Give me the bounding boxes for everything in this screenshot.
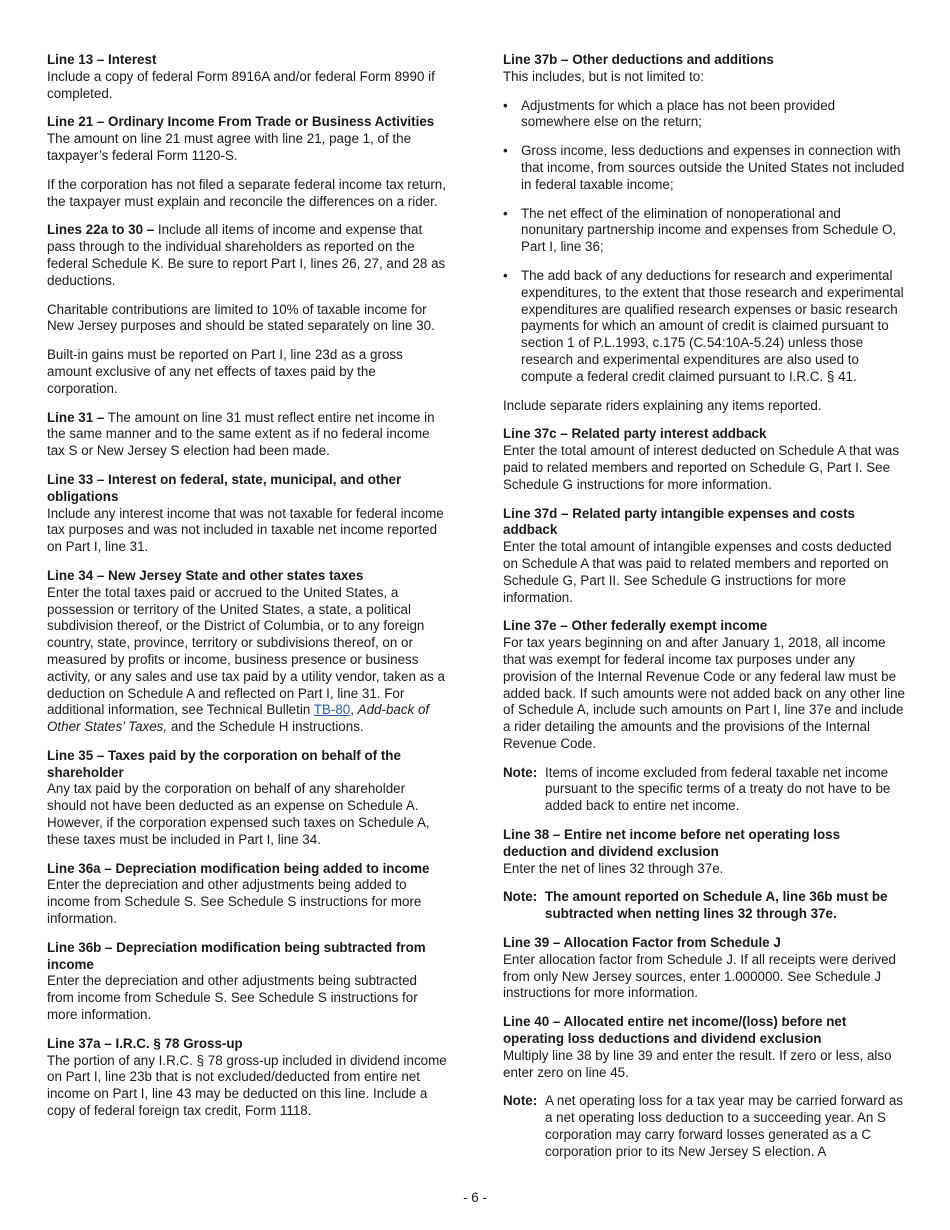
line37a-section	[47, 1036, 447, 1120]
line34-italic-title: Add-back of Other States’ Taxes,	[47, 702, 430, 735]
line37a-heading: Line 37a – I.R.C. § 78 Gross-up	[47, 1035, 243, 1051]
line35-text: Any tax paid by the corporation on behalf of any shareholder should not have been deducted as an expense on Schedule A. However, if the corporation expensed such taxes on Schedule A, these taxes must be included in Part I, line 34.	[47, 781, 430, 847]
note-text: A net operating loss for a tax year may be carried forward as a net operating loss deduction to a succeeding year. An S corporation may carry forward losses generated as a C corporation prior to its New Jersey S election. A	[545, 1093, 904, 1159]
line37b-text: This includes, but is not limited to:	[503, 68, 704, 84]
left-column	[47, 52, 447, 1132]
list-item: • The add back of any deductions for research and experimental expenditures, to the extent that those research and experimental expenditures are qualified research expenses or basic research payments for which an amount of credit is claimed pursuant to section 1 of P.L.1993, c.175 (C.54:10A-5.24) unless those research and experimental expenditures are also used to compute a federal credit claimed pursuant to I.R.C. § 41.	[503, 268, 905, 386]
line40-note	[503, 1093, 905, 1160]
line40-heading: Line 40 – Allocated entire net income/(loss) before net operating loss deductions and dividend exclusion	[503, 1014, 847, 1047]
line39-section	[503, 935, 905, 1002]
line37c-text: Enter the total amount of interest deducted on Schedule A that was paid to related members and reported on Schedule G, Part I. See Schedule G instructions for more information.	[503, 443, 900, 492]
tb80-link[interactable]: TB-80	[313, 702, 351, 718]
line22-paragraph	[47, 222, 447, 289]
note-label: Note:	[503, 889, 538, 905]
line39-text: Enter allocation factor from Schedule J. If all receipts were derived from only New Jersey sources, enter 1.000000. See Schedule J instructions for more information.	[503, 951, 896, 1001]
line22-section	[47, 222, 447, 397]
line35-heading: Line 35 – Taxes paid by the corporation on behalf of the shareholder	[47, 747, 401, 780]
line38-note	[503, 889, 905, 923]
list-item: • The net effect of the elimination of nonoperational and nonunitary partnership income and expenses from Schedule O, Part I, line 36;	[503, 206, 905, 256]
line21-text: The amount on line 21 must agree with line 21, page 1, of the taxpayer’s federal Form 1120-S.	[47, 131, 412, 163]
line38-section	[503, 827, 905, 923]
line36a-text: Enter the depreciation and other adjustments being added to income from Schedule S. See Schedule S instructions for more information.	[47, 877, 422, 927]
note-label: Note:	[503, 764, 538, 780]
line22-text-2: Charitable contributions are limited to 10% of taxable income for New Jersey purposes and should be stated separately on line 30.	[47, 301, 435, 334]
line37d-text: Enter the total amount of intangible expenses and costs deducted on Schedule A that was paid to related members and reported on Schedule G, Part II. See Schedule G instructions for more information.	[503, 539, 892, 605]
line34-section: Line 34 – New Jersey State and other states taxes Enter the total taxes paid or accrued to the United States, a possession or territory of the United States, a state, a political subdivision thereof, or the District of Columbia, or to any foreign country, state, province, territory or subdivisions thereof, on or measured by profits or income, business presence or business activity, or any sales and use tax paid by a utility vendor, taken as a deduction on Schedule A and reflected on Part I, line 31. For additional information, see Technical Bulletin TB-80, Add-back of Other States’ Taxes, and the Schedule H instructions.	[47, 568, 447, 736]
line34-text: Enter the total taxes paid or accrued to the United States, a possession or territory of the United States, a state, a political subdivision thereof, or the District of Columbia, or to any foreign country, state, province, territory or subdivisions thereof, on or measured by profits or income, business presence or business activity, or any sales and use tax paid by a utility vendor, taken as a deduction on Schedule A and reflected on Part I, line 31. For additional information, see Technical Bulletin	[47, 584, 445, 718]
line33-section	[47, 472, 447, 556]
right-column	[503, 52, 905, 1173]
line13-heading: Line 13 – Interest	[47, 52, 157, 67]
line37b-after-text: Include separate riders explaining any items reported.	[503, 397, 822, 413]
line21-text-2: If the corporation has not filed a separate federal income tax return, the taxpayer must explain and reconcile the differences on a rider.	[47, 176, 446, 209]
line37c-section	[503, 426, 905, 493]
line22-lead: Lines 22a to 30 –	[47, 222, 155, 238]
line36b-heading: Line 36b – Depreciation modification being subtracted from income	[47, 939, 426, 972]
line37e-section	[503, 618, 905, 815]
line39-heading: Line 39 – Allocation Factor from Schedule J	[503, 935, 781, 951]
line31-text: The amount on line 31 must reflect entire net income in the same manner and to the same extent as if no federal income tax S or New Jersey S election had been made.	[47, 409, 435, 459]
line35-section	[47, 748, 447, 849]
line37d-section	[503, 506, 905, 607]
list-item: • Adjustments for which a place has not been provided somewhere else on the return;	[503, 98, 905, 132]
line36a-section	[47, 861, 447, 928]
line36a-heading: Line 36a – Depreciation modification being added to income	[47, 860, 430, 876]
note-text: Items of income excluded from federal taxable net income pursuant to the specific terms of a treaty do not have to be added back to entire net income.	[545, 764, 891, 814]
line13-section	[47, 52, 447, 102]
line34-tail: and the Schedule H instructions.	[170, 719, 364, 735]
line37c-heading: Line 37c – Related party interest addback	[503, 426, 767, 442]
line22-text-3: Built-in gains must be reported on Part I, line 23d as a gross amount exclusive of any net effects of taxes paid by the corporation.	[47, 347, 403, 396]
line38-text: Enter the net of lines 32 through 37e.	[503, 860, 724, 876]
line22-text: Include all items of income and expense that pass through to the individual shareholders as reported on the federal Schedule K. Be sure to report Part I, lines 26, 27, and 28 as deductions.	[47, 222, 446, 288]
line36b-section	[47, 940, 447, 1024]
line21-heading: Line 21 – Ordinary Income From Trade or Business Activities	[47, 114, 435, 130]
line36b-text: Enter the depreciation and other adjustments being subtracted from income from Schedule S. See Schedule S instructions for more information.	[47, 973, 418, 1023]
line21-section	[47, 114, 447, 210]
page-number: - 6 -	[463, 1190, 487, 1205]
line34-heading: Line 34 – New Jersey State and other states taxes	[47, 567, 364, 583]
line33-text: Include any interest income that was not taxable for federal income tax purposes and was not included in taxable net income reported on Part I, line 31.	[47, 505, 444, 555]
line13-text: Include a copy of federal Form 8916A and/or federal Form 8990 if completed.	[47, 68, 435, 101]
line40-section	[503, 1014, 905, 1160]
line38-heading: Line 38 – Entire net income before net operating loss deduction and dividend exclusion	[503, 827, 841, 859]
line37e-heading: Line 37e – Other federally exempt income	[503, 618, 768, 634]
line40-text: Multiply line 38 by line 39 and enter the result. If zero or less, also enter zero on line 45.	[503, 1047, 892, 1080]
line37b-section	[503, 52, 905, 414]
line37b-bullet-list	[503, 98, 905, 386]
line33-heading: Line 33 – Interest on federal, state, municipal, and other obligations	[47, 471, 402, 504]
line37e-text: For tax years beginning on and after January 1, 2018, all income that was exempt for federal income tax purposes under any provision of the Internal Revenue Code or any federal law must be added back. If such amounts were not added back on any other line of Schedule A, include such amounts on Part I, line 37e and include a rider detailing the amounts and the provisions of the Internal Revenue Code.	[503, 635, 905, 751]
line37b-heading: Line 37b – Other deductions and additions	[503, 52, 774, 67]
note-text: The amount reported on Schedule A, line 36b must be subtracted when netting lines 32 through 37e.	[545, 889, 888, 922]
line37d-heading: Line 37d – Related party intangible expenses and costs addback	[503, 505, 855, 538]
line31-section	[47, 410, 447, 460]
line37e-note	[503, 765, 905, 815]
note-label: Note:	[503, 1093, 538, 1109]
line37a-text: The portion of any I.R.C. § 78 gross-up included in dividend income on Part I, line 23b that is not excluded/deducted from entire net income on Part I, line 43 may be deducted on this line. Include a copy of federal foreign tax credit, Form 1118.	[47, 1052, 447, 1119]
line31-lead: Line 31 –	[47, 409, 105, 425]
list-item: • Gross income, less deductions and expenses in connection with that income, from sources outside the United States not included in federal taxable income;	[503, 143, 905, 193]
